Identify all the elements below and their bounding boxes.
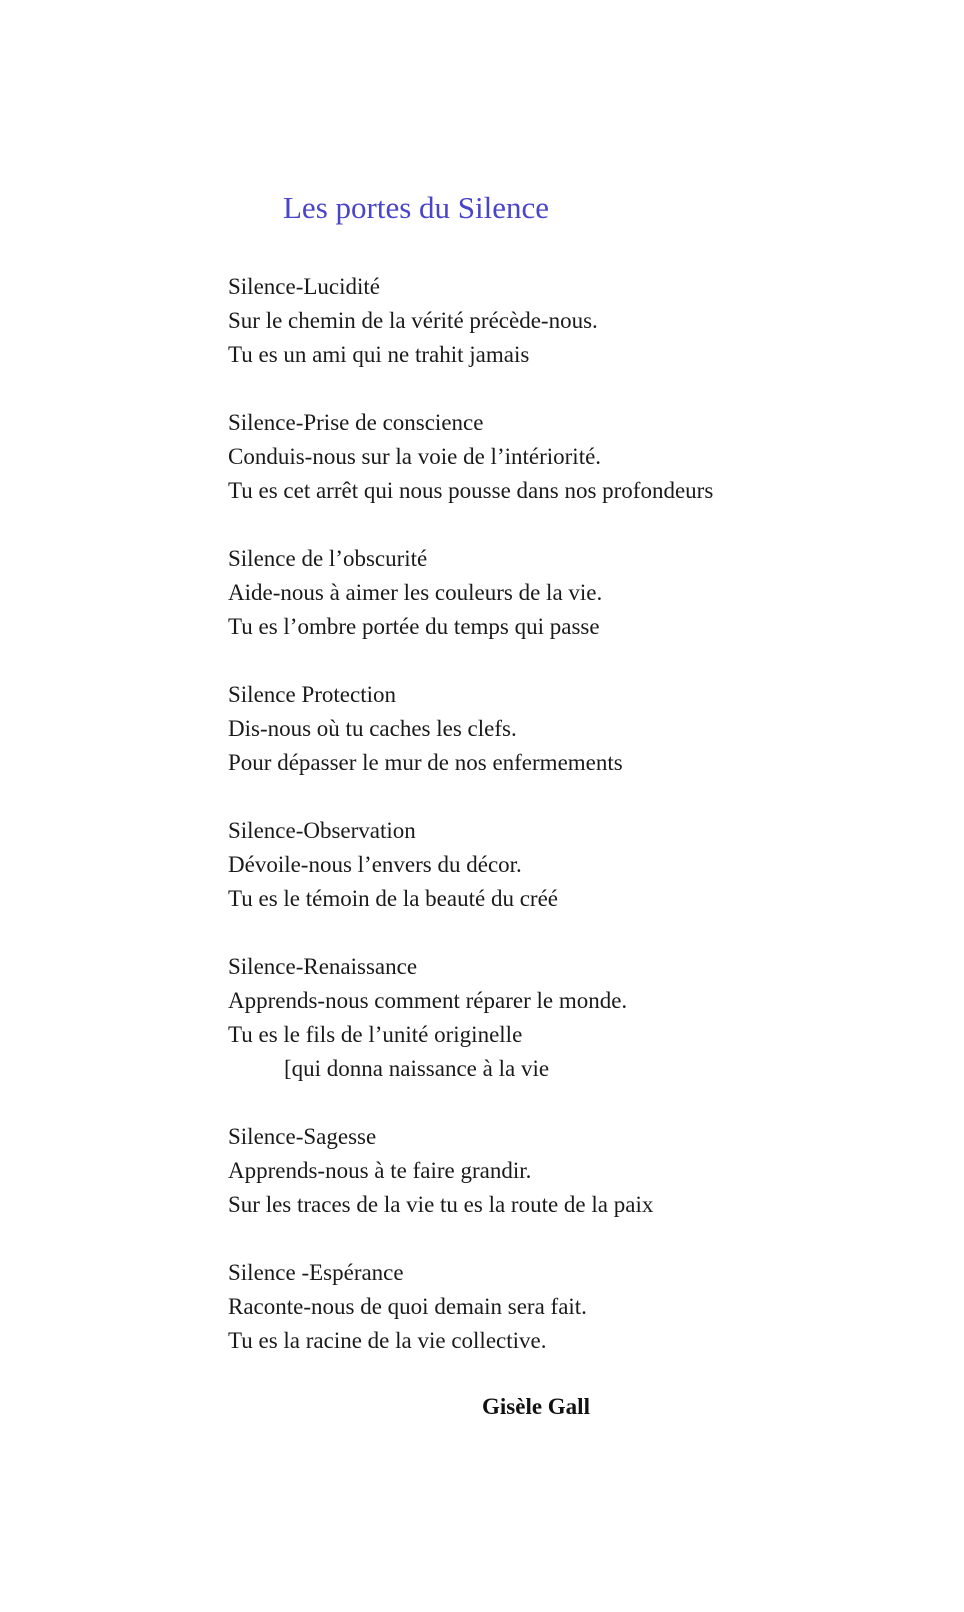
poem-line: Tu es un ami qui ne trahit jamais [228, 342, 530, 367]
poem-line: Tu es le fils de l’unité originelle [228, 1022, 523, 1047]
poem-line: Silence-Sagesse [228, 1124, 377, 1149]
poem-line: Apprends-nous comment réparer le monde. [228, 988, 628, 1013]
poem-line: Silence-Observation [228, 818, 416, 843]
poem-line: Tu es l’ombre portée du temps qui passe [228, 614, 600, 639]
poem-line: Sur le chemin de la vérité précède-nous. [228, 308, 598, 333]
poem-line: Silence-Lucidité [228, 274, 380, 299]
poem-line: Pour dépasser le mur de nos enfermements [228, 750, 623, 775]
poem-body [228, 270, 928, 1392]
poem-line: Dévoile-nous l’envers du décor. [228, 852, 522, 877]
stanza [228, 1120, 928, 1222]
poem-line: Silence de l’obscurité [228, 546, 428, 571]
stanza [228, 1256, 928, 1358]
poem-line: Silence-Renaissance [228, 954, 418, 979]
poem-line: Tu es la racine de la vie collective. [228, 1328, 547, 1353]
poem-line: Raconte-nous de quoi demain sera fait. [228, 1294, 587, 1319]
poem-line: Silence Protection [228, 682, 396, 707]
poem-line: Tu es le témoin de la beauté du créé [228, 886, 558, 911]
stanza [228, 950, 928, 1086]
poem-line: Silence -Espérance [228, 1260, 404, 1285]
poem-title: Les portes du Silence [283, 190, 550, 225]
stanza [228, 406, 928, 508]
stanza [228, 678, 928, 780]
poem-line: Dis-nous où tu caches les clefs. [228, 716, 517, 741]
stanza [228, 542, 928, 644]
poem-line: Apprends-nous à te faire grandir. [228, 1158, 532, 1183]
poem-line: Sur les traces de la vie tu es la route de la paix [228, 1192, 654, 1217]
poem-line: Aide-nous à aimer les couleurs de la vie. [228, 580, 603, 605]
poem-line: Silence-Prise de conscience [228, 410, 484, 435]
poem-line-continuation: [qui donna naissance à la vie [284, 1056, 550, 1081]
author-signature: Gisèle Gall [482, 1394, 590, 1419]
stanza [228, 814, 928, 916]
stanza [228, 270, 928, 372]
poem-line: Tu es cet arrêt qui nous pousse dans nos profondeurs [228, 478, 714, 503]
poem-line: Conduis-nous sur la voie de l’intériorité. [228, 444, 602, 469]
